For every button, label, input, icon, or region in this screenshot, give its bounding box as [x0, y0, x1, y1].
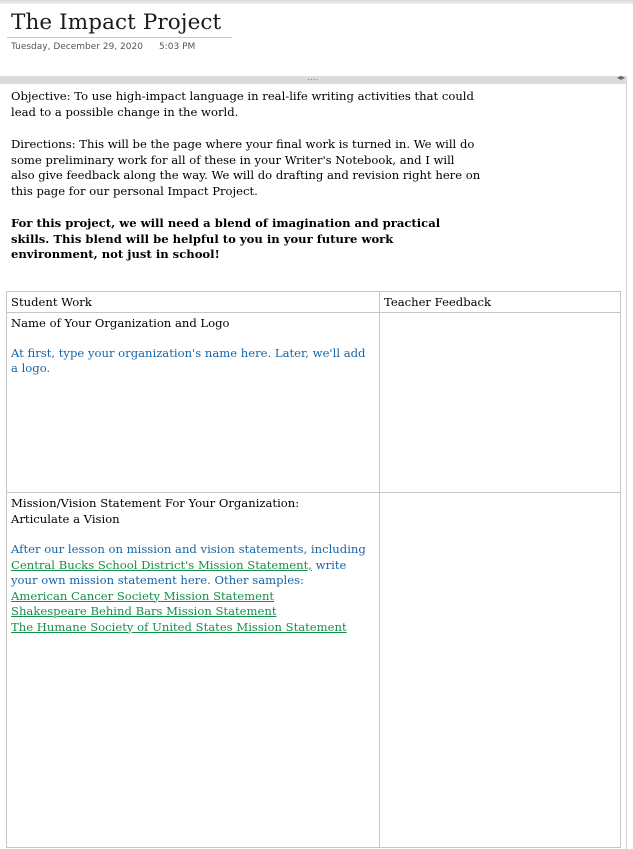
shakespeare-behind-bars-link[interactable]: Shakespeare Behind Bars Mission Statement [11, 604, 277, 618]
header-student-work[interactable]: Student Work [7, 292, 380, 313]
objective-paragraph[interactable]: Objective: To use high-impact language in real-life writing activities that could lead to a possible change in the world. [11, 89, 474, 119]
table-row [7, 313, 621, 493]
title-divider [7, 37, 232, 38]
page-title[interactable]: The Impact Project [11, 10, 222, 35]
table-header-row [7, 292, 621, 313]
header-teacher-feedback[interactable]: Teacher Feedback [380, 292, 621, 313]
resize-handle-icon[interactable]: ◂▸ [616, 73, 625, 82]
page-time: 5:03 PM [159, 42, 196, 52]
mission-instruction [11, 542, 375, 589]
humane-society-link[interactable]: The Humane Society of United States Mission Statement [11, 619, 347, 634]
note-container-bar[interactable] [0, 73, 627, 84]
table-row [7, 493, 621, 848]
page-date: Tuesday, December 29, 2020 [11, 42, 143, 52]
central-bucks-mission-link[interactable]: Central Bucks School District's Mission Statement, [11, 557, 312, 572]
project-note-paragraph[interactable]: For this project, we will need a blend of imagination and practical skills. This blend will be helpful to you in your future work environment, not just in school! [11, 216, 441, 261]
organization-heading: Name of Your Organization and Logo [11, 316, 230, 330]
window-top-edge [0, 0, 633, 4]
mission-heading-line2: Articulate a Vision [11, 511, 120, 526]
feedback-cell-mission[interactable] [380, 493, 621, 848]
mission-instruction-before: After our lesson on mission and vision statements, including [11, 542, 366, 556]
organization-instruction: At first, type your organization's name here. Later, we'll add a logo. [11, 345, 366, 375]
mission-statement-cell[interactable] [7, 493, 380, 848]
note-container-edge [626, 84, 627, 849]
feedback-cell-organization[interactable] [380, 313, 621, 493]
mission-instruction-after: write your own mission statement here. Other samples: [11, 557, 347, 587]
impact-project-table [6, 291, 621, 848]
organization-name-cell[interactable] [7, 313, 380, 493]
drag-grip-icon[interactable]: .... [307, 73, 319, 83]
directions-paragraph[interactable]: Directions: This will be the page where your final work is turned in. We will do some preliminary work for all of these in your Writer's Notebook, and I will also give feedback along the way. We will do drafting and revision right here on this page for our personal Impact Project. [11, 137, 481, 198]
american-cancer-society-link[interactable]: American Cancer Society Mission Statement [11, 588, 275, 603]
mission-heading-line1: Mission/Vision Statement For Your Organization: [11, 496, 300, 510]
